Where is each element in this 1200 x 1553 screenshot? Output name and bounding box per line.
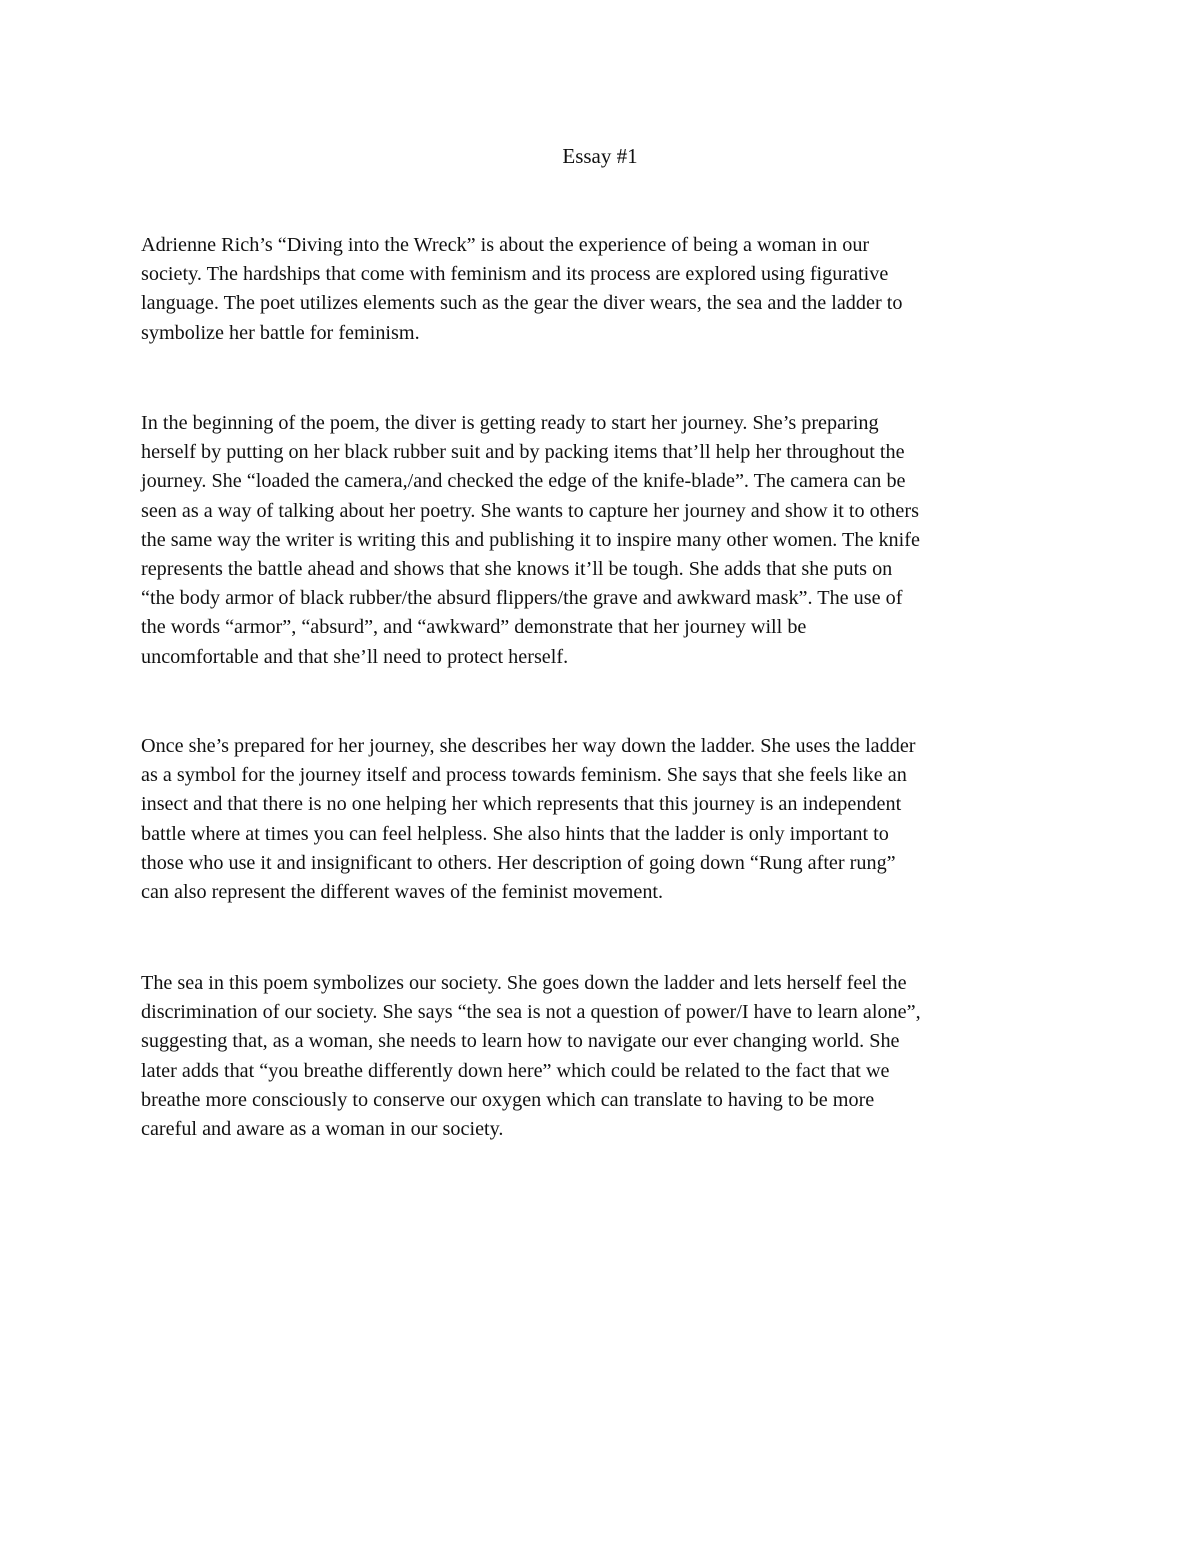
paragraph-line: herself by putting on her black rubber suit and by packing items that’ll help her throughout the xyxy=(141,441,905,464)
paragraph-line: “the body armor of black rubber/the absurd flippers/the grave and awkward mask”. The use of xyxy=(141,587,903,610)
paragraph-line: later adds that “you breathe differently down here” which could be related to the fact that we xyxy=(141,1059,890,1082)
paragraph-line: In the beginning of the poem, the diver is getting ready to start her journey. She’s preparing xyxy=(141,412,879,434)
paragraph-line: The sea in this poem symbolizes our society. She goes down the ladder and lets herself feel the xyxy=(141,972,907,994)
paragraph-line: uncomfortable and that she’ll need to protect herself. xyxy=(141,645,569,668)
paragraph-line: insect and that there is no one helping her which represents that this journey is an independent xyxy=(141,793,902,816)
paragraph-line: the same way the writer is writing this and publishing it to inspire many other women. The knife xyxy=(141,528,920,551)
paragraph-line: battle where at times you can feel helpless. She also hints that the ladder is only important to xyxy=(141,822,889,845)
paragraph-line: suggesting that, as a woman, she needs to learn how to navigate our ever changing world. She xyxy=(141,1030,900,1053)
paragraph-line: Once she’s prepared for her journey, she describes her way down the ladder. She uses the ladder xyxy=(141,735,916,757)
paragraph-sea xyxy=(141,969,1061,1144)
paragraph-line: careful and aware as a woman in our society. xyxy=(141,1118,504,1141)
paragraph-line: those who use it and insignificant to others. Her description of going down “Rung after rung” xyxy=(141,851,896,874)
paragraph-intro xyxy=(141,231,1061,348)
paragraph-line: breathe more consciously to conserve our oxygen which can translate to having to be more xyxy=(141,1088,875,1111)
paragraph-line: symbolize her battle for feminism. xyxy=(141,321,420,344)
paragraph-line: language. The poet utilizes elements such as the gear the diver wears, the sea and the ladder to xyxy=(141,292,903,315)
paragraph-ladder xyxy=(141,732,1061,907)
essay-title: Essay #1 xyxy=(562,144,638,168)
paragraph-line: seen as a way of talking about her poetry. She wants to capture her journey and show it to others xyxy=(141,499,919,522)
paragraph-gear xyxy=(141,409,1061,672)
paragraph-line: as a symbol for the journey itself and process towards feminism. She says that she feels like an xyxy=(141,764,907,787)
paragraph-line: can also represent the different waves of the feminist movement. xyxy=(141,881,664,904)
paragraph-line: journey. She “loaded the camera,/and checked the edge of the knife-blade”. The camera can be xyxy=(141,470,906,493)
paragraph-line: Adrienne Rich’s “Diving into the Wreck” is about the experience of being a woman in our xyxy=(141,234,870,256)
paragraph-line: the words “armor”, “absurd”, and “awkward” demonstrate that her journey will be xyxy=(141,616,807,639)
paragraph-line: discrimination of our society. She says “the sea is not a question of power/I have to learn alone”, xyxy=(141,1001,921,1024)
paragraph-line: represents the battle ahead and shows that she knows it’ll be tough. She adds that she puts on xyxy=(141,558,893,581)
paragraph-line: society. The hardships that come with feminism and its process are explored using figurative xyxy=(141,263,889,286)
